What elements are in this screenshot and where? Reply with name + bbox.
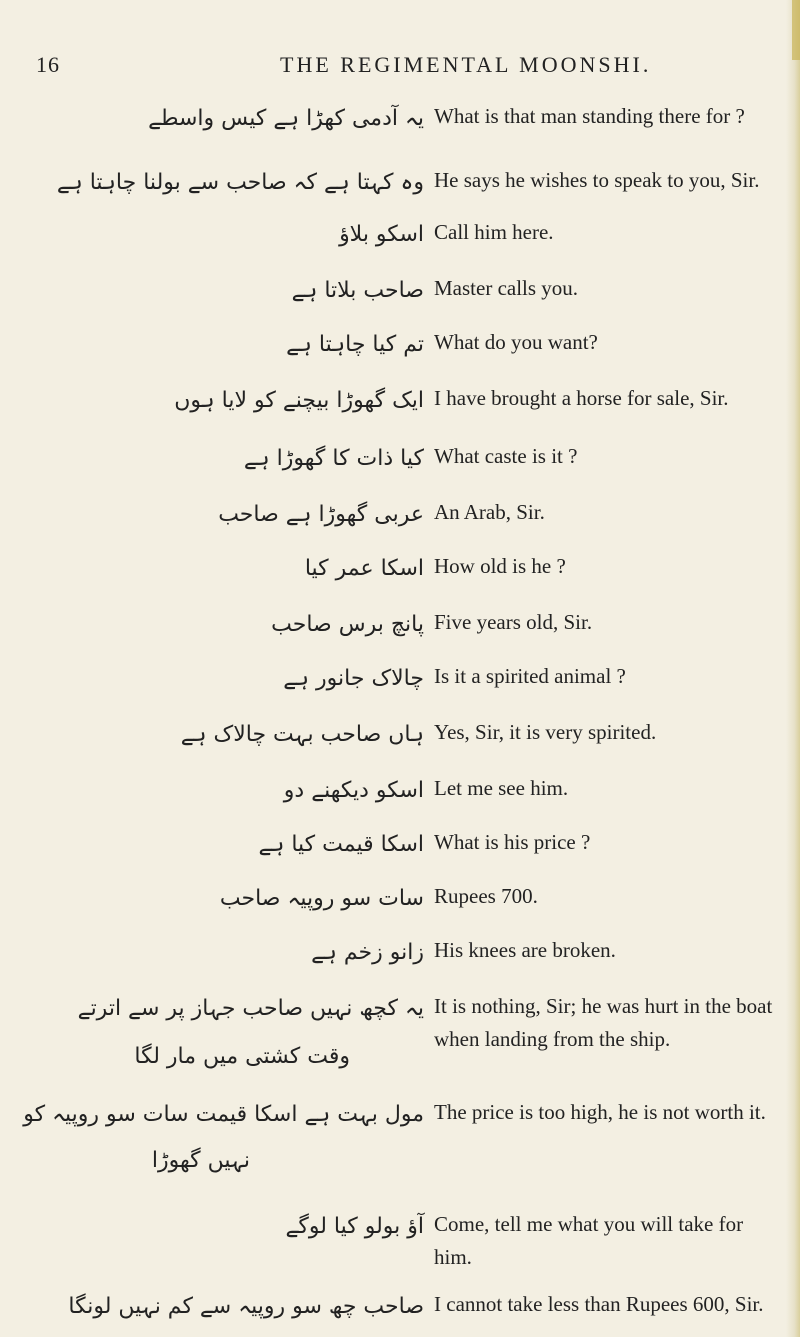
urdu-text: اسکا عمر کیا	[304, 556, 424, 581]
urdu-text: آؤ بولو کیا لوگے	[285, 1214, 424, 1239]
urdu-text: اسکو دیکھنے دو	[283, 778, 424, 803]
urdu-text: صاحب بلاتا ہے	[291, 278, 424, 303]
english-text: The price is too high, he is not worth it.	[434, 1100, 766, 1124]
running-head: THE REGIMENTAL MOONSHI.	[280, 52, 652, 77]
urdu-text: وہ کہتا ہے کہ صاحب سے بولنا چاہتا ہے	[56, 170, 424, 195]
english-text: What is that man standing there for ?	[434, 104, 745, 128]
urdu-text: پانچ برس صاحب	[271, 612, 424, 637]
urdu-text: سات سو روپیہ صاحب	[219, 886, 424, 911]
urdu-text: اسکو بلاؤ	[339, 222, 424, 247]
page-stain	[792, 0, 800, 60]
urdu-text-continued: نہیں گھوڑا	[151, 1148, 250, 1173]
english-text: An Arab, Sir.	[434, 500, 545, 524]
urdu-text: اسکا قیمت کیا ہے	[258, 832, 424, 857]
page-header	[36, 52, 756, 80]
english-text: I have brought a horse for sale, Sir.	[434, 386, 729, 410]
urdu-text-continued: وقت کشتی میں مار لگا	[134, 1044, 350, 1069]
urdu-text: زانو زخم ہے	[311, 940, 424, 965]
english-text: Is it a spirited animal ?	[434, 664, 626, 688]
urdu-text: تم کیا چاہتا ہے	[286, 332, 424, 357]
english-text: What is his price ?	[434, 830, 591, 854]
english-text: What do you want?	[434, 330, 598, 354]
urdu-text: یہ کچھ نہیں صاحب جہاز پر سے اترتے	[77, 996, 424, 1021]
english-text: Come, tell me what you will take for him.	[434, 1212, 744, 1269]
english-text: How old is he ?	[434, 554, 566, 578]
urdu-text: صاحب چھ سو روپیہ سے کم نہیں لونگا	[68, 1294, 424, 1319]
english-text: Call him here.	[434, 220, 554, 244]
english-text: Let me see him.	[434, 776, 569, 800]
page-number: 16	[36, 52, 60, 77]
english-text: Rupees 700.	[434, 884, 538, 908]
english-text: I cannot take less than Rupees 600, Sir.	[434, 1292, 764, 1316]
english-text: He says he wishes to speak to you, Sir.	[434, 168, 760, 192]
urdu-text: چالاک جانور ہے	[283, 666, 424, 691]
english-text: His knees are broken.	[434, 938, 616, 962]
english-text: Master calls you.	[434, 276, 579, 300]
urdu-text: ہاں صاحب بہت چالاک ہے	[180, 722, 424, 747]
urdu-text: یہ آدمی کھڑا ہے کیس واسطے	[148, 106, 424, 131]
english-text: Yes, Sir, it is very spirited.	[434, 720, 657, 744]
urdu-text: ایک گھوڑا بیچنے کو لایا ہوں	[174, 388, 424, 413]
english-text: It is nothing, Sir; he was hurt in the boat when landing from the ship.	[434, 994, 773, 1051]
urdu-text: عربی گھوڑا ہے صاحب	[218, 502, 424, 527]
english-text: Five years old, Sir.	[434, 610, 593, 634]
urdu-text: کیا ذات کا گھوڑا ہے	[243, 446, 424, 471]
page-edge	[786, 0, 800, 1337]
urdu-text: مول بہت ہے اسکا قیمت سات سو روپیہ کو	[23, 1102, 424, 1127]
english-text: What caste is it ?	[434, 444, 578, 468]
